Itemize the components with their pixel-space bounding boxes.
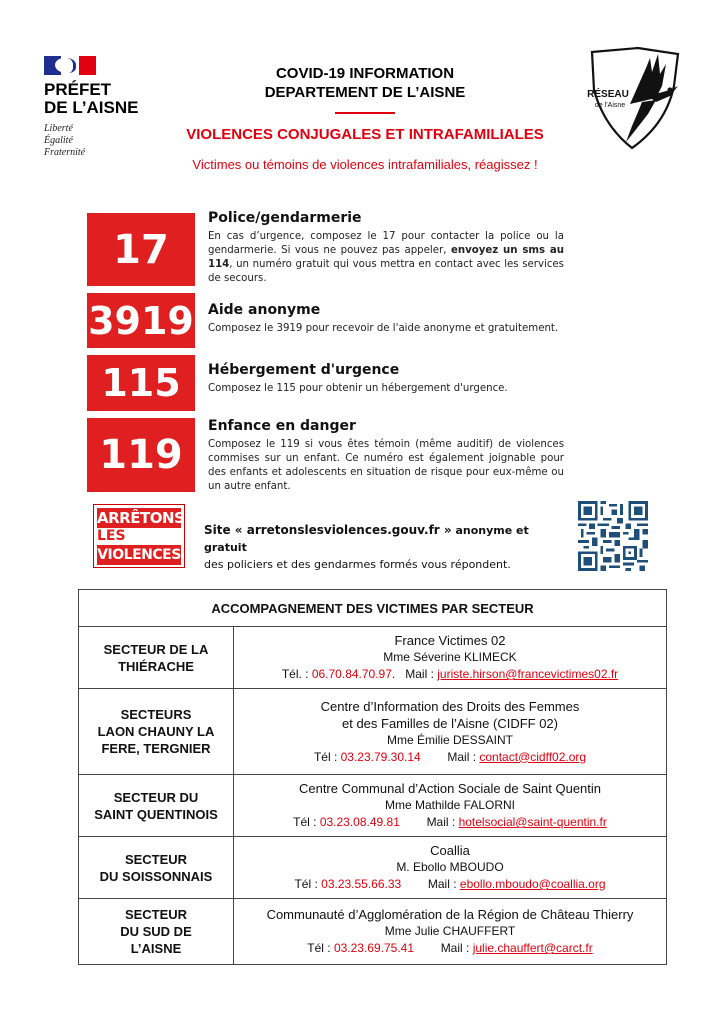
arretons-les-violences-logo [93,504,185,568]
number-3919-box [87,293,195,348]
contact-person: Mme Séverine KLIMECK [383,650,517,664]
number-17-title: Police/gendarmerie [208,210,362,226]
contact-person: Mme Mathilde FALORNI [384,798,516,812]
site-info [204,522,564,573]
organization-cell [234,899,667,965]
phone-number[interactable]: 03.23.08.49.81 [319,815,400,829]
email-link[interactable]: juriste.hirson@francevictimes02.fr [437,667,619,681]
document-header [180,64,550,172]
sector-cell: SECTEUR DE LA THIÉRACHE [79,627,234,689]
number-17: 17 [113,226,169,273]
organization-name: Coallia [430,843,470,858]
contact-line: Tél : 03.23.55.66.33 Mail : ebollo.mboudo@coallia.org [294,877,606,891]
contact-line: Tél : 03.23.79.30.14 Mail : contact@cidff02.org [313,749,587,764]
table-row [79,775,667,837]
reseau-logo-line2: de l’Aisne [594,102,626,109]
contact-line: Tél. : 06.70.84.70.97. Mail : juriste.hirson@francevictimes02.fr [281,667,619,681]
table-row [79,689,667,775]
phone-number[interactable]: 03.23.79.30.14 [340,749,421,764]
contact-line: Tél : 03.23.08.49.81 Mail : hotelsocial@saint-quentin.fr [293,815,607,829]
devise-liberte: Liberté [44,123,73,134]
number-115-info [208,362,564,396]
email-link[interactable]: ebollo.mboudo@coallia.org [459,877,606,891]
topic-title: VIOLENCES CONJUGALES ET INTRAFAMILIALES [186,126,544,143]
number-119-title: Enfance en danger [208,418,356,434]
email-link[interactable]: julie.chauffert@carct.fr [472,941,593,955]
reseau-aisne-logo [586,46,682,150]
number-17-box [87,213,195,286]
organization-cell [234,689,667,775]
sector-cell: SECTEUR DU SAINT QUENTINOIS [79,775,234,837]
contact-person: Mme Julie CHAUFFERT [384,924,516,938]
organization-name: Centre Communal d’Action Sociale de Saint Quentin [298,781,602,796]
number-119-info [208,418,564,494]
number-3919-description: Composez le 3919 pour recevoir de l'aide anonyme et gratuitement. [208,323,559,334]
number-3919-title: Aide anonyme [208,302,321,318]
reseau-logo-line1: RÉSEAU [587,89,629,100]
devise-fraternite: Fraternité [44,147,86,158]
sector-cell: SECTEURS LAON CHAUNY LA FERE, TERGNIER [79,689,234,775]
organization-cell [234,627,667,689]
number-3919: 3919 [88,298,194,343]
email-link[interactable]: hotelsocial@saint-quentin.fr [458,815,607,829]
organization-name: Centre d’Information des Droits des Femmes [320,698,580,714]
devise-egalite: Égalité [44,135,73,146]
site-info-rest: anonyme et gratuit [204,524,529,554]
organization-name-line2: et des Familles de l’Aisne (CIDFF 02) [341,715,558,731]
contact-line: Tél : 03.23.69.75.41 Mail : julie.chauffert@carct.fr [307,941,593,955]
number-3919-info [208,302,564,336]
header-line1: COVID-19 INFORMATION [275,65,455,82]
organization-name: Communauté d’Agglomération de la Région de Château Thierry [266,907,634,922]
number-119-box [87,418,195,492]
organization-cell [234,775,667,837]
number-119-description: Composez le 119 si vous êtes témoin (même auditif) de violences commises sur un enfant. Ce numéro est également joignable pour des enfants et adolescents en situation de risque pour eux-même ou un autre enfant. [208,439,564,492]
phone-number[interactable]: 03.23.55.66.33 [321,877,402,891]
number-115-description: Composez le 115 pour obtenir un hébergement d'urgence. [208,383,508,394]
prefet-title-line2: DE L’AISNE [44,98,139,117]
sector-cell: SECTEUR DU SOISSONNAIS [79,837,234,899]
arretons-logo-line3: VIOLENCES [97,547,181,563]
sector-cell: SECTEUR DU SUD DE L’AISNE [79,899,234,965]
number-17-info [208,210,564,286]
number-17-description: En cas d’urgence, composez le 17 pour contacter la police ou la gendarmerie. Si vous ne pouvez pas appeler, envoyez un sms au 114, un numéro gratuit qui vous mettra en contact avec les services de secours. [208,231,565,284]
email-link[interactable]: contact@cidff02.org [479,749,587,764]
number-115: 115 [101,361,181,405]
contact-person: Mme Émilie DESSAINT [386,732,514,747]
header-divider [335,112,395,114]
number-115-title: Hébergement d'urgence [208,362,400,378]
french-flag-icon [44,56,96,75]
table-row [79,899,667,965]
contact-person: M. Ebollo MBOUDO [396,860,504,874]
table-header: ACCOMPAGNEMENT DES VICTIMES PAR SECTEUR [79,590,667,627]
number-119: 119 [99,432,183,478]
qr-code-icon [578,500,648,572]
number-115-box [87,355,195,411]
arretons-logo-line2: LES [97,528,126,544]
table-row [79,837,667,899]
topic-subtitle: Victimes ou témoins de violences intrafamiliales, réagissez ! [192,157,538,172]
site-info-line2: des policiers et des gendarmes formés vous répondent. [204,558,511,571]
prefet-logo [44,56,164,159]
header-line2: DEPARTEMENT DE L’AISNE [264,84,466,101]
victims-support-table [78,589,667,965]
arretons-logo-line1: ARRÊTONS [97,509,185,527]
site-url[interactable]: Site « arretonslesviolences.gouv.fr » [204,523,452,537]
table-row [79,627,667,689]
organization-cell [234,837,667,899]
phone-number[interactable]: 03.23.69.75.41 [333,941,415,955]
prefet-title-line1: PRÉFET [44,80,112,99]
organization-name: France Victimes 02 [394,633,506,648]
phone-number[interactable]: 06.70.84.70.97 [311,667,392,681]
